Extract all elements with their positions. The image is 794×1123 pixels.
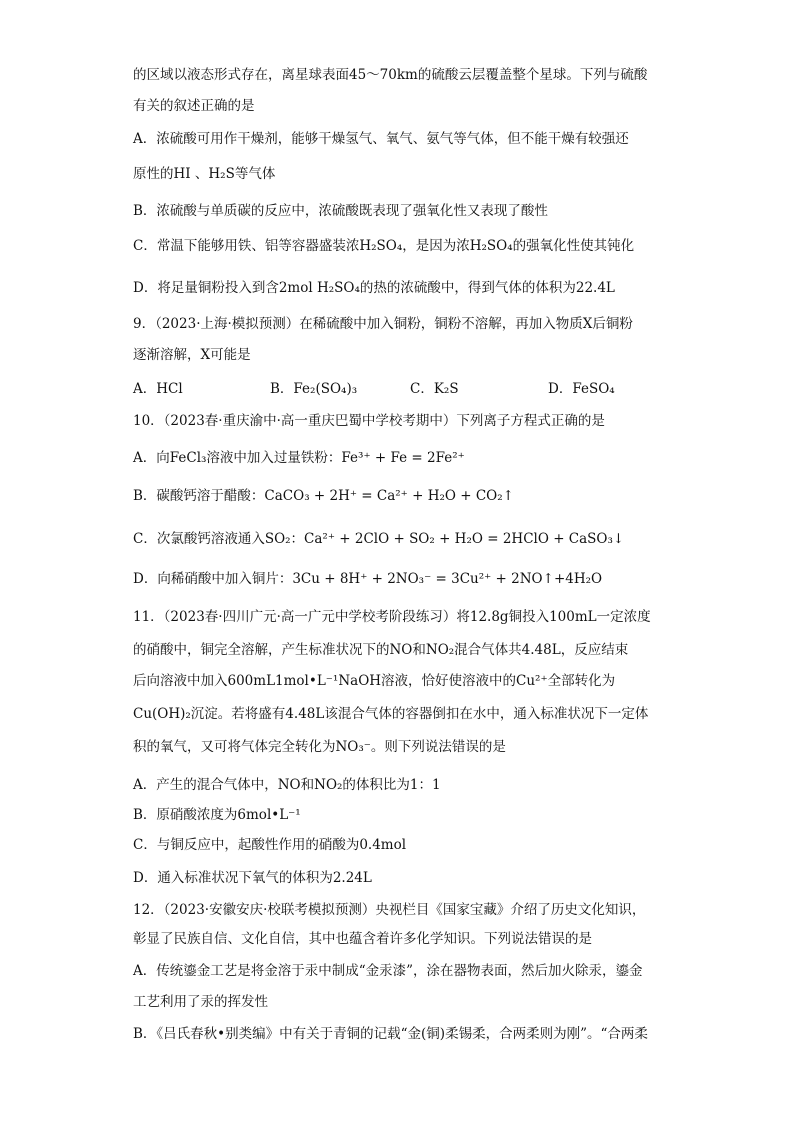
text-line: C．与铜反应中，起酸性作用的硝酸为0.4mol: [133, 837, 407, 853]
text-line: 的区域以液态形式存在，离星球表面45～70km的硫酸云层覆盖整个星球。下列与硫酸: [133, 67, 648, 83]
question-12-stem: 12．（2023·安徽安庆·校联考模拟预测）央视栏目《国家宝藏》介绍了历史文化知识，: [133, 902, 646, 918]
text-line: C．次氯酸钙溶液通入SO₂：Ca²⁺ + 2ClO + SO₂ + H₂O = 2HClO + CaSO₃↓: [133, 531, 625, 547]
text-line: B．《吕氏春秋•别类编》中有关于青铜的记载“金(铜)柔锡柔，合两柔则为刚”。“合两柔: [133, 1026, 648, 1042]
text-line: B．碳酸钙溶于醋酸：CaCO₃ + 2H⁺ = Ca²⁺ + H₂O + CO₂↑: [133, 488, 514, 504]
q9-option-b: B．Fe₂(SO₄)₃: [270, 381, 358, 397]
text-line: A．产生的混合气体中，NO和NO₂的体积比为1：1: [133, 777, 441, 793]
text-line: 后向溶液中加入600mL1mol•L⁻¹NaOH溶液，恰好使溶液中的Cu²⁺全部转化为: [133, 673, 616, 689]
question-9-stem: 9．（2023·上海·模拟预测）在稀硫酸中加入铜粉，铜粉不溶解，再加入物质X后铜粉: [133, 316, 633, 332]
text-line: D．将足量铜粉投入到含2mol H₂SO₄的热的浓硫酸中，得到气体的体积为22.4L: [133, 280, 615, 296]
text-line: B．原硝酸浓度为6mol•L⁻¹: [133, 807, 301, 823]
question-10-stem: 10．（2023春·重庆渝中·高一重庆巴蜀中学校考期中）下列离子方程式正确的是: [133, 413, 605, 429]
text-line: B．浓硫酸与单质碳的反应中，浓硫酸既表现了强氧化性又表现了酸性: [133, 203, 548, 219]
text-line: D．向稀硝酸中加入铜片：3Cu + 8H⁺ + 2NO₃⁻ = 3Cu²⁺ + 2NO↑+4H₂O: [133, 571, 603, 587]
text-line: 的硝酸中，铜完全溶解，产生标准状况下的NO和NO₂混合气体共4.48L，反应结束: [133, 642, 629, 658]
text-line: A．传统鎏金工艺是将金溶于汞中制成“金汞漆”，涂在器物表面，然后加火除汞，鎏金: [133, 963, 643, 979]
text-line: 彰显了民族自信、文化自信，其中也蕴含着许多化学知识。下列说法错误的是: [133, 931, 592, 947]
q9-option-c: C．K₂S: [410, 381, 459, 397]
text-line: 工艺利用了汞的挥发性: [133, 994, 268, 1010]
text-line: 积的氧气，又可将气体完全转化为NO₃⁻。则下列说法错误的是: [133, 739, 506, 755]
text-line: 逐渐溶解，X可能是: [133, 347, 251, 363]
text-line: D．通入标准状况下氧气的体积为2.24L: [133, 870, 372, 886]
text-line: 原性的HI 、H₂S等气体: [133, 166, 276, 182]
q9-option-d: D．FeSO₄: [548, 381, 615, 397]
question-11-stem: 11．（2023春·四川广元·高一广元中学校考阶段练习）将12.8g铜投入100mL一定浓度: [133, 609, 651, 625]
text-line: 有关的叙述正确的是: [133, 98, 255, 114]
q9-option-a: A．HCl: [133, 381, 183, 397]
text-line: Cu(OH)₂沉淀。若将盛有4.48L该混合气体的容器倒扣在水中，通入标准状况下一定体: [133, 706, 649, 722]
text-line: A．浓硫酸可用作干燥剂，能够干燥氢气、氧气、氨气等气体，但不能干燥有较强还: [133, 131, 629, 147]
text-line: A．向FeCl₃溶液中加入过量铁粉：Fe³⁺ + Fe = 2Fe²⁺: [133, 450, 465, 466]
text-line: C．常温下能够用铁、铝等容器盛装浓H₂SO₄，是因为浓H₂SO₄的强氧化性使其钝化: [133, 238, 635, 254]
